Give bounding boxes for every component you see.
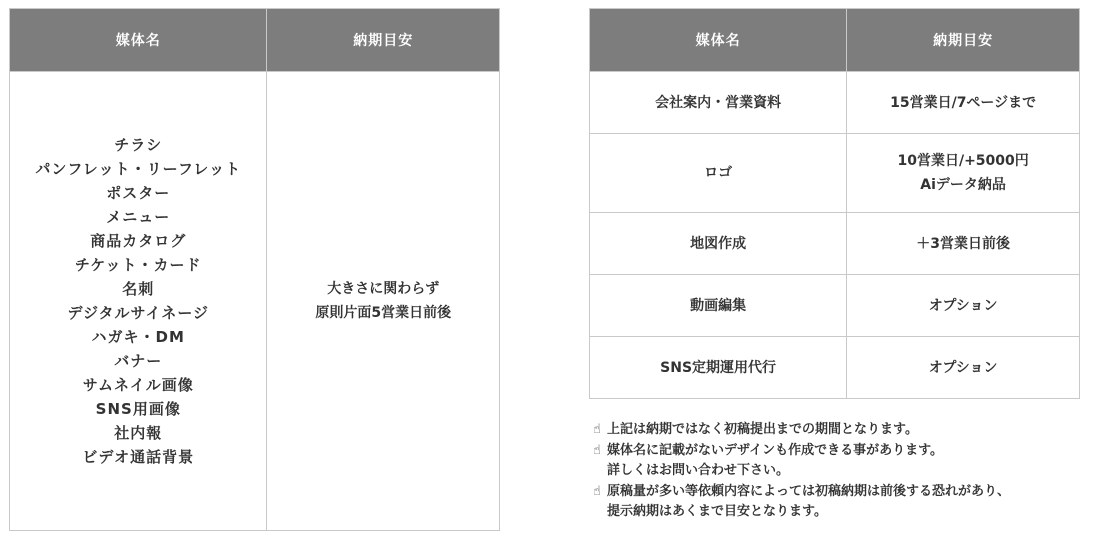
media-item: バナー [114, 352, 163, 370]
media-item: SNS用画像 [95, 400, 181, 418]
header-media-name: 媒体名 [10, 9, 267, 72]
media-item: チラシ [114, 136, 163, 154]
media-item: チケット・カード [74, 256, 202, 274]
delivery-line: オプション [928, 297, 998, 314]
table-row [590, 337, 1080, 399]
media-item: 商品カタログ [90, 232, 187, 250]
note-line: 提示納期はあくまで目安となります。 [607, 504, 827, 519]
table-row [590, 72, 1080, 134]
media-name-cell: 地図作成 [590, 213, 847, 275]
notes-section [590, 420, 1105, 523]
media-name-cell: ロゴ [590, 134, 847, 213]
delivery-estimate-cell [267, 72, 500, 531]
note-item [590, 420, 1105, 441]
note-item [590, 482, 1105, 523]
media-item: サムネイル画像 [82, 376, 194, 394]
table-header-row [590, 9, 1080, 72]
table-row [590, 275, 1080, 337]
hand-pointing-icon: ☝ [593, 483, 601, 499]
hand-pointing-icon: ☝ [593, 442, 601, 458]
delivery-line: Aiデータ納品 [920, 177, 1006, 193]
delivery-estimate-cell [847, 72, 1080, 134]
delivery-line: 15営業日/7ページまで [890, 94, 1037, 111]
media-item: パンフレット・リーフレット [35, 160, 242, 178]
media-item: ハガキ・DM [91, 328, 185, 346]
header-delivery-estimate: 納期目安 [267, 9, 500, 72]
header-media-name: 媒体名 [590, 9, 847, 72]
note-line: 媒体名に記載がないデザインも作成できる事があります。 [607, 442, 944, 458]
delivery-estimate-cell [847, 213, 1080, 275]
delivery-line: 10営業日/+5000円 [897, 153, 1029, 169]
delivery-line: オプション [928, 359, 998, 376]
delivery-line: ＋3営業日前後 [916, 235, 1010, 252]
table-row [10, 72, 500, 531]
delivery-line: 大きさに関わらず [327, 281, 440, 297]
note-line: 上記は納期ではなく初稿提出までの期間となります。 [607, 422, 918, 437]
note-line: 原稿量が多い等依頼内容によっては初稿納期は前後する恐れがあり、 [607, 483, 1011, 499]
note-line: 詳しくはお問い合わせ下さい。 [607, 463, 790, 478]
delivery-line: 原則片面5営業日前後 [315, 305, 452, 321]
media-item: ビデオ通話背景 [82, 448, 195, 466]
table-row [590, 134, 1080, 213]
delivery-estimate-cell [847, 134, 1080, 213]
media-delivery-table-left [9, 8, 500, 531]
delivery-estimate-cell [847, 337, 1080, 399]
header-delivery-estimate: 納期目安 [847, 9, 1080, 72]
media-item: メニュー [106, 208, 171, 226]
delivery-estimate-cell [847, 275, 1080, 337]
media-name-cell: 動画編集 [590, 275, 847, 337]
media-delivery-table-right [589, 8, 1080, 399]
hand-pointing-icon: ☝ [593, 422, 601, 437]
table-row [590, 213, 1080, 275]
media-name-cell: 会社案内・営業資料 [590, 72, 847, 134]
media-item: 名刺 [122, 280, 155, 298]
note-item [590, 441, 1105, 482]
media-item: 社内報 [114, 424, 163, 442]
media-name-cell: SNS定期運用代行 [590, 337, 847, 399]
media-list-cell [10, 72, 267, 531]
table-header-row [10, 9, 500, 72]
media-item: デジタルサイネージ [67, 304, 210, 322]
media-item: ポスター [106, 184, 171, 202]
